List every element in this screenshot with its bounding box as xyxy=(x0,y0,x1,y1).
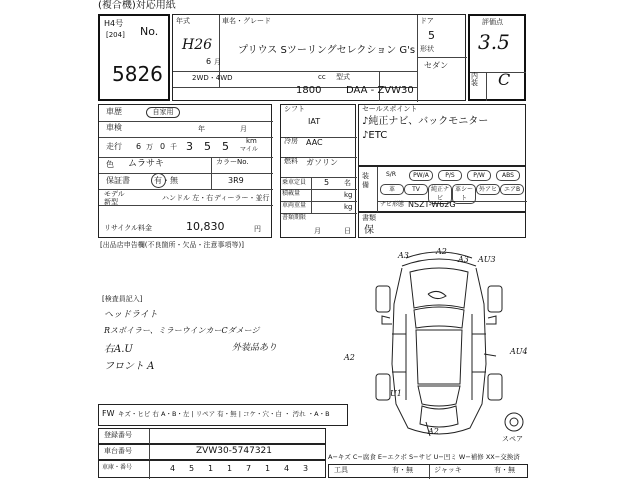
doc-value: 保 xyxy=(364,225,374,236)
tools-options: 有・無 xyxy=(392,466,413,474)
name-grade-value: プリウス Sツーリングセレクション G's xyxy=(238,45,416,56)
expire-day: 日 xyxy=(344,227,351,235)
mileage-d0: 6 xyxy=(136,142,142,151)
steering-options: ハンドル 左・右 xyxy=(162,194,214,202)
mileage-label: 走行 xyxy=(106,142,122,151)
recycle-yen: 円 xyxy=(254,225,261,233)
inspector-note-4: フロント A xyxy=(104,361,155,372)
equipment-item: 革シート xyxy=(452,184,476,204)
navi-model: NSZT-W62G xyxy=(408,200,456,209)
month-unit: 月 xyxy=(214,58,221,66)
equipment-item: PW/A xyxy=(409,170,433,181)
doors-value: 5 xyxy=(428,29,435,42)
shift-label: シフト xyxy=(284,105,305,113)
displacement-value: 1800 xyxy=(296,85,322,96)
equipment-item: 革 xyxy=(380,184,404,195)
owner-label: 車歴 xyxy=(106,107,122,116)
inspector-note-3: 右A.U xyxy=(104,344,133,355)
mileage-d2: 0 xyxy=(160,142,166,151)
lower-no-digit: 4 xyxy=(284,464,290,473)
equipment-item: TV xyxy=(404,184,428,195)
shift-value: IAT xyxy=(308,117,321,126)
inspection-label: 車検 xyxy=(106,123,122,132)
mark-u1: U1 xyxy=(390,389,402,398)
equipment-item: S/R xyxy=(386,171,396,178)
tools-label: 工具 xyxy=(334,466,348,474)
cc-unit: cc xyxy=(318,73,326,81)
model-new-label: モデル 新型 xyxy=(104,190,125,206)
lower-no-digit: 1 xyxy=(227,464,233,473)
expire-label: 書類期限 xyxy=(282,214,307,221)
chassis-value: ZVW30-5747321 xyxy=(196,446,273,456)
mark-rear-a2: A2 xyxy=(428,427,439,436)
inspector-note-1: ヘッドライト xyxy=(104,310,158,320)
spare-label: スペア xyxy=(502,435,523,443)
weight-label: 車両重量 xyxy=(282,202,307,209)
doc-block xyxy=(358,212,526,238)
lower-no-digit: 1 xyxy=(208,464,214,473)
form-top-text: (複合機)対応用紙 xyxy=(98,0,176,11)
owner-value: 自家用 xyxy=(146,107,180,118)
color-label: 色 xyxy=(106,160,114,169)
equipment-item: ABS xyxy=(496,170,520,181)
inspector-side-note: 外装品あり xyxy=(232,343,278,353)
warranty-circle xyxy=(151,173,166,188)
lot-number-box xyxy=(98,14,170,101)
interior-value: C xyxy=(498,70,511,89)
weight-unit: kg xyxy=(344,203,353,211)
shape-value: セダン xyxy=(424,61,449,70)
grade-label: 評価点 xyxy=(482,18,503,26)
model-label: 型式 xyxy=(336,73,350,81)
mileage-d1: 万 xyxy=(146,143,153,151)
lower-no-digit: 3 xyxy=(303,464,309,473)
month-value: 6 xyxy=(206,57,212,66)
interior-label: 内装 xyxy=(471,72,478,87)
lot-number: 5826 xyxy=(112,62,163,86)
chassis-label: 車台番号 xyxy=(104,447,132,455)
equipment-item: エアB xyxy=(500,184,524,195)
model-code: DAA - ZVW30 xyxy=(346,85,414,96)
car-damage-diagram xyxy=(346,244,532,444)
year-label: 年式 xyxy=(176,17,190,25)
recycle-amount: 10,830 xyxy=(186,220,225,233)
load-unit: kg xyxy=(344,191,353,199)
equipment-item: P/S xyxy=(438,170,462,181)
km-unit: km xyxy=(246,137,257,145)
warranty-label: 保証書 xyxy=(106,176,130,185)
drive-label: 2WD・4WD xyxy=(192,74,233,82)
grade-score: 3.5 xyxy=(478,30,510,54)
color-no-value: 3R9 xyxy=(228,176,244,185)
fuel-value: ガソリン xyxy=(306,158,338,167)
mileage-d4: 3 xyxy=(186,140,193,153)
equipment-item: 純正ナビ xyxy=(428,184,452,204)
lower-no-digit: 7 xyxy=(246,464,252,473)
color-no-label: カラーNo. xyxy=(216,158,249,166)
color-value: ムラサキ xyxy=(128,159,165,169)
doc-label: 書類 xyxy=(362,214,376,222)
mark-front-a3: A3 xyxy=(398,251,409,260)
sales-point-line2: ♪ETC xyxy=(362,130,388,141)
door-label: ドア xyxy=(420,17,434,25)
load-label: 積載量 xyxy=(282,190,301,197)
km-alt: マイル xyxy=(240,146,258,153)
year-value: H26 xyxy=(182,37,213,53)
notice-text: [出品店申告欄(不良箇所・欠品・注意事項等)] xyxy=(100,241,244,249)
mark-front-a2: A2 xyxy=(436,247,447,256)
mark-left-a2: A2 xyxy=(344,353,355,362)
reg-row xyxy=(98,428,326,444)
dealer-options: ディーラー・並行 xyxy=(214,194,270,202)
mark-au3: AU3 xyxy=(478,255,496,264)
navi-label: ナビ形態 xyxy=(380,201,405,208)
aircon-label: 冷房 xyxy=(284,137,298,145)
sales-point-line1: ♪純正ナビ、バックモニター xyxy=(362,116,489,127)
mileage-d6: 5 xyxy=(222,140,229,153)
shape-label: 形状 xyxy=(420,45,434,53)
jack-options: 有・無 xyxy=(494,466,515,474)
inspection-year-unit: 年 xyxy=(198,125,205,133)
reg-label: 登録番号 xyxy=(104,431,132,439)
mark-front-right-a3: A3 xyxy=(458,255,469,264)
lower-no-digit: 5 xyxy=(189,464,195,473)
lot-small: [204] xyxy=(106,31,125,39)
warranty-options: 有・無 xyxy=(154,176,178,185)
fw-text: キズ・ヒビ 右 A・B・左 | リペア 有・無 | コケ・穴・白 ・ 汚れ ・A・B xyxy=(118,410,330,418)
inspection-month-unit: 月 xyxy=(240,125,247,133)
expire-month: 月 xyxy=(314,227,321,235)
equipment-item: 外アヒ xyxy=(476,184,500,195)
equipment-label: 装備 xyxy=(362,172,369,189)
capacity-value: 5 xyxy=(324,178,330,187)
mileage-d5: 5 xyxy=(204,140,211,153)
lower-no-digit: 1 xyxy=(265,464,271,473)
inspector-label: [検査員記入] xyxy=(102,295,143,303)
lower-no-label: 車庫・番号 xyxy=(102,464,133,471)
aircon-value: AAC xyxy=(306,138,323,147)
sales-point-label: セールスポイント xyxy=(362,105,418,113)
fw-label: FW xyxy=(102,409,115,418)
grade-box xyxy=(468,14,526,101)
mark-au4: AU4 xyxy=(510,347,528,356)
capacity-unit: 名 xyxy=(344,179,351,187)
jack-label: ジャッキ xyxy=(434,466,462,474)
lot-prefix: H4号 xyxy=(104,19,124,28)
fuel-label: 燃料 xyxy=(284,157,298,165)
mileage-d3: 千 xyxy=(170,143,177,151)
equipment-item: P/W xyxy=(467,170,491,181)
inspector-note-2: Rスポイラー、ミラーウインカーCダメージ xyxy=(104,326,260,335)
capacity-label: 乗車定員 xyxy=(282,179,307,186)
lot-no-label: No. xyxy=(140,25,159,38)
recycle-label: リサイクル料金 xyxy=(104,224,153,232)
legend-line: A−キズ C−腐食 E−エクボ S−サビ U−凹ミ W−補修 XX−交換済 xyxy=(328,453,520,461)
name-grade-label: 車名・グレード xyxy=(222,17,271,25)
lower-no-digit: 4 xyxy=(170,464,176,473)
